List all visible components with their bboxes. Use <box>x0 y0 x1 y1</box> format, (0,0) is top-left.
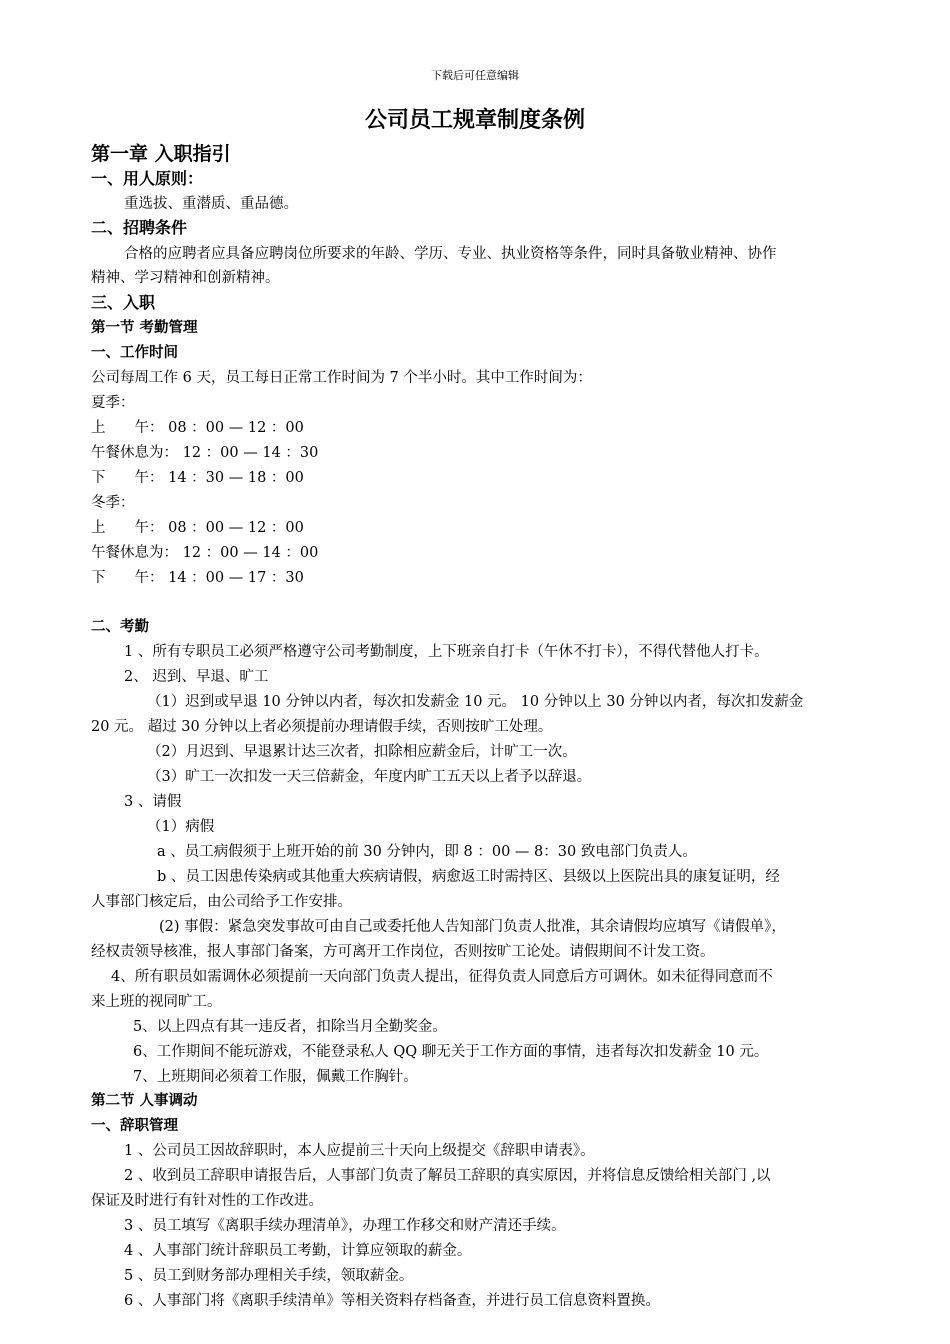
text-line: (2) 事假：紧急突发事故可由自己或委托他人告知部门负责人批准，其余请假均应填写《请假单》， <box>159 919 786 935</box>
text-line: 6 、人事部门将《离职手续清单》等相关资料存档备查，并进行员工信息资料置换。 <box>124 1293 660 1309</box>
text-line: a 、员工病假须于上班开始的前 30 分钟内，即 8 ：00 — 8：30 致电部门负责人。 <box>157 844 697 860</box>
text-line: 6、工作期间不能玩游戏，不能登录私人 QQ 聊无关于工作方面的事情，违者每次扣发薪金 10 元。 <box>133 1044 769 1060</box>
section-heading: 第一节 考勤管理 <box>91 320 198 336</box>
text-line: 来上班的视同旷工。 <box>91 994 222 1010</box>
section-heading: 二、考勤 <box>91 619 149 635</box>
section-heading: 第二节 人事调动 <box>91 1093 198 1109</box>
text-line: 3 、请假 <box>124 794 182 810</box>
text-line: 下 午： 14 ：30 — 18 ：00 <box>91 470 304 486</box>
text-line: 保证及时进行有针对性的工作改进。 <box>91 1193 323 1209</box>
text-line: 上 午： 08 ：00 — 12 ：00 <box>91 520 304 536</box>
text-line: 上 午： 08 ：00 — 12 ：00 <box>91 420 304 436</box>
text-line: 午餐休息为： 12 ：00 — 14 ：30 <box>91 445 319 461</box>
text-line: 公司每周工作 6 天，员工每日正常工作时间为 7 个半小时。其中工作时间为： <box>91 370 592 386</box>
text-line: 5 、员工到财务部办理相关手续，领取薪金。 <box>124 1268 414 1284</box>
text-line: 午餐休息为： 12 ：00 — 14 ：00 <box>91 545 319 561</box>
section-heading: 一、辞职管理 <box>91 1118 178 1134</box>
text-line: 经权责领导核准，报人事部门备案，方可离开工作岗位，否则按旷工论处。请假期间不计发工资。 <box>91 944 715 960</box>
document-title: 公司员工规章制度条例 <box>364 108 585 133</box>
text-line: 1 、所有专职员工必须严格遵守公司考勤制度，上下班亲自打卡（午休不打卡），不得代替他人打卡。 <box>124 644 769 660</box>
section-heading: 第一章 入职指引 <box>91 143 231 165</box>
text-line: 精神、学习精神和创新精神。 <box>91 270 280 286</box>
text-line: （1）病假 <box>147 819 215 835</box>
section-heading: 一、用人原则： <box>91 169 204 188</box>
text-line: 2、 迟到、早退、旷工 <box>124 669 269 685</box>
text-line: （3）旷工一次扣发一天三倍薪金，年度内旷工五天以上者予以辞退。 <box>147 769 592 785</box>
text-line: 冬季： <box>91 495 135 511</box>
text-line: （2）月迟到、早退累计达三次者，扣除相应薪金后，计旷工一次。 <box>147 744 577 760</box>
section-heading: 三、入职 <box>91 293 156 312</box>
text-line: 4 、人事部门统计辞职员工考勤，计算应领取的薪金。 <box>124 1243 472 1259</box>
text-line: 夏季： <box>91 395 135 411</box>
section-heading: 二、招聘条件 <box>91 218 188 237</box>
page-header: 下载后可任意编辑 <box>431 69 519 82</box>
text-line: 4、所有职员如需调休必须提前一天向部门负责人提出，征得负责人同意后方可调休。如未征得同意而不 <box>111 969 773 985</box>
text-line: 5、以上四点有其一违反者，扣除当月全勤奖金。 <box>133 1019 447 1035</box>
text-line: b 、员工因患传染病或其他重大疾病请假，病愈返工时需持区、县级以上医院出具的康复证明，经 <box>157 869 780 885</box>
text-line: 合格的应聘者应具备应聘岗位所要求的年龄、学历、专业、执业资格等条件，同时具备敬业精神、协作 <box>124 246 777 262</box>
text-line: 人事部门核定后，由公司给予工作安排。 <box>91 894 352 910</box>
text-line: 下 午： 14 ：00 — 17 ：30 <box>91 570 304 586</box>
text-line: 3 、员工填写《离职手续办理清单》，办理工作移交和财产清还手续。 <box>124 1218 566 1234</box>
text-line: 1 、公司员工因故辞职时，本人应提前三十天向上级提交《辞职申请表》。 <box>124 1143 595 1159</box>
text-line: （1）迟到或早退 10 分钟以内者，每次扣发薪金 10 元。 10 分钟以上 30 分钟以内者，每次扣发薪金 <box>147 694 804 710</box>
text-line: 重选拔、重潜质、重品德。 <box>124 196 298 212</box>
text-line: 7、上班期间必须着工作服，佩戴工作胸针。 <box>133 1069 418 1085</box>
section-heading: 一、工作时间 <box>91 345 178 361</box>
text-line: 2 、收到员工辞职申请报告后，人事部门负责了解员工辞职的真实原因，并将信息反馈给相关部门 ,以 <box>124 1168 771 1184</box>
text-line: 20 元。 超过 30 分钟以上者必须提前办理请假手续，否则按旷工处理。 <box>91 719 553 735</box>
